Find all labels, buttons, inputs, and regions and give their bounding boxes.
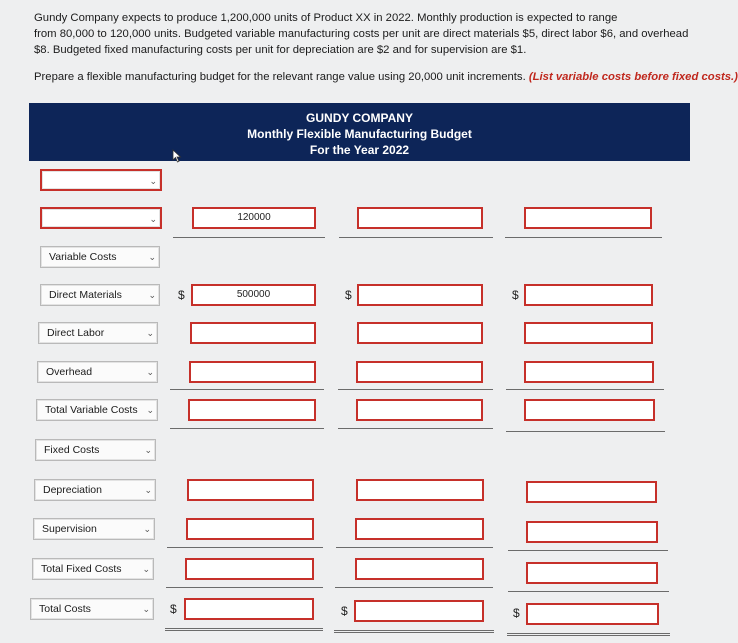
row-select-fixed-costs[interactable] — [35, 439, 156, 461]
tvc-col3-input[interactable] — [524, 399, 655, 421]
budget-header — [29, 103, 690, 161]
chevron-down-icon: ⌄ — [144, 445, 152, 455]
underline — [170, 428, 324, 429]
tvc-col2-input[interactable] — [356, 399, 483, 421]
underline — [170, 389, 324, 390]
chevron-down-icon: ⌄ — [149, 176, 157, 186]
dm-col1-input[interactable]: 500000 — [191, 284, 316, 306]
row-select-direct-materials-value: Direct Materials — [49, 289, 122, 301]
row-select-direct-materials[interactable] — [40, 284, 160, 306]
units-col3-input[interactable] — [524, 207, 652, 229]
underline — [506, 431, 665, 432]
row-select-total-fixed-costs[interactable] — [32, 558, 154, 580]
row-select-variable-costs[interactable] — [40, 246, 160, 268]
double-underline — [507, 633, 670, 636]
chevron-down-icon: ⌄ — [142, 604, 150, 614]
underline — [506, 389, 664, 390]
row-select-supervision-value: Supervision — [42, 523, 97, 535]
tfc-col2-input[interactable] — [355, 558, 484, 580]
sup-col1-input[interactable] — [186, 518, 314, 540]
row-select-overhead-value: Overhead — [46, 366, 93, 378]
instruction-note: (List variable costs before fixed costs.) — [528, 71, 738, 83]
row-select-total-variable-costs[interactable] — [36, 399, 158, 421]
dl-col2-input[interactable] — [357, 322, 483, 344]
tc-col1-input[interactable] — [184, 598, 314, 620]
underline — [508, 550, 668, 551]
underline — [335, 587, 493, 588]
tfc-col1-input[interactable] — [185, 558, 314, 580]
chevron-down-icon: ⌄ — [146, 367, 154, 377]
underline — [508, 591, 669, 592]
row-select-0[interactable] — [40, 169, 162, 191]
dollar-sign: $ — [512, 288, 519, 302]
oh-col2-input[interactable] — [356, 361, 483, 383]
chevron-down-icon: ⌄ — [149, 214, 157, 224]
underline — [505, 237, 662, 238]
problem-line-1: Gundy Company expects to produce 1,200,000 units of Product XX in 2022. Monthly production is expected to range — [34, 12, 618, 24]
row-select-supervision[interactable] — [33, 518, 155, 540]
tc-col3-input[interactable] — [526, 603, 659, 625]
instruction-text: Prepare a flexible manufacturing budget for the relevant range value using 20,000 unit increments. — [34, 71, 526, 83]
dollar-sign: $ — [345, 288, 352, 302]
dl-col3-input[interactable] — [524, 322, 653, 344]
oh-col1-input[interactable] — [189, 361, 316, 383]
budget-period: For the Year 2022 — [309, 143, 410, 157]
sup-col2-input[interactable] — [355, 518, 484, 540]
double-underline — [165, 628, 323, 631]
oh-col3-input[interactable] — [524, 361, 654, 383]
underline — [339, 237, 493, 238]
dm-col2-input[interactable] — [357, 284, 483, 306]
sup-col3-input[interactable] — [526, 521, 658, 543]
row-select-total-costs-value: Total Costs — [39, 603, 91, 615]
row-select-1[interactable] — [40, 207, 162, 229]
row-select-total-costs[interactable] — [30, 598, 154, 620]
chevron-down-icon: ⌄ — [146, 405, 154, 415]
dep-col3-input[interactable] — [526, 481, 657, 503]
row-select-variable-costs-value: Variable Costs — [49, 251, 117, 263]
tvc-col1-input[interactable] — [188, 399, 316, 421]
underline — [173, 237, 325, 238]
underline — [166, 587, 323, 588]
dl-col1-input[interactable] — [190, 322, 316, 344]
mouse-cursor-icon — [171, 149, 183, 163]
problem-line-3: $8. Budgeted fixed manufacturing costs per unit for depreciation are $2 and for supervision are $1. — [34, 44, 527, 56]
dep-col1-input[interactable] — [187, 479, 314, 501]
chevron-down-icon: ⌄ — [148, 252, 156, 262]
underline — [336, 547, 493, 548]
row-select-depreciation[interactable] — [34, 479, 156, 501]
tc-col2-input[interactable] — [354, 600, 484, 622]
row-select-total-fixed-costs-value: Total Fixed Costs — [41, 563, 122, 575]
chevron-down-icon: ⌄ — [144, 485, 152, 495]
problem-line-2: from 80,000 to 120,000 units. Budgeted variable manufacturing costs per unit are direct materials $5, direct labor $6, and overhead — [34, 28, 689, 40]
row-select-depreciation-value: Depreciation — [43, 484, 102, 496]
dollar-sign: $ — [341, 604, 348, 618]
chevron-down-icon: ⌄ — [146, 328, 154, 338]
underline — [167, 547, 323, 548]
dollar-sign: $ — [513, 606, 520, 620]
company-name: GUNDY COMPANY — [306, 111, 413, 125]
dollar-sign: $ — [178, 288, 185, 302]
row-select-fixed-costs-value: Fixed Costs — [44, 444, 100, 456]
dollar-sign: $ — [170, 602, 177, 616]
row-select-overhead[interactable] — [37, 361, 158, 383]
problem-statement — [34, 10, 700, 58]
budget-title: Monthly Flexible Manufacturing Budget — [247, 127, 472, 141]
tfc-col3-input[interactable] — [526, 562, 658, 584]
underline — [338, 389, 493, 390]
row-select-total-variable-costs-value: Total Variable Costs — [45, 404, 138, 416]
row-select-direct-labor-value: Direct Labor — [47, 327, 105, 339]
underline — [338, 428, 493, 429]
row-select-direct-labor[interactable] — [38, 322, 158, 344]
dep-col2-input[interactable] — [356, 479, 484, 501]
units-col2-input[interactable] — [357, 207, 483, 229]
instructions — [34, 71, 738, 83]
chevron-down-icon: ⌄ — [142, 564, 150, 574]
chevron-down-icon: ⌄ — [148, 290, 156, 300]
double-underline — [334, 630, 494, 633]
units-col1-input[interactable]: 120000 — [192, 207, 316, 229]
chevron-down-icon: ⌄ — [143, 524, 151, 534]
dm-col3-input[interactable] — [524, 284, 653, 306]
